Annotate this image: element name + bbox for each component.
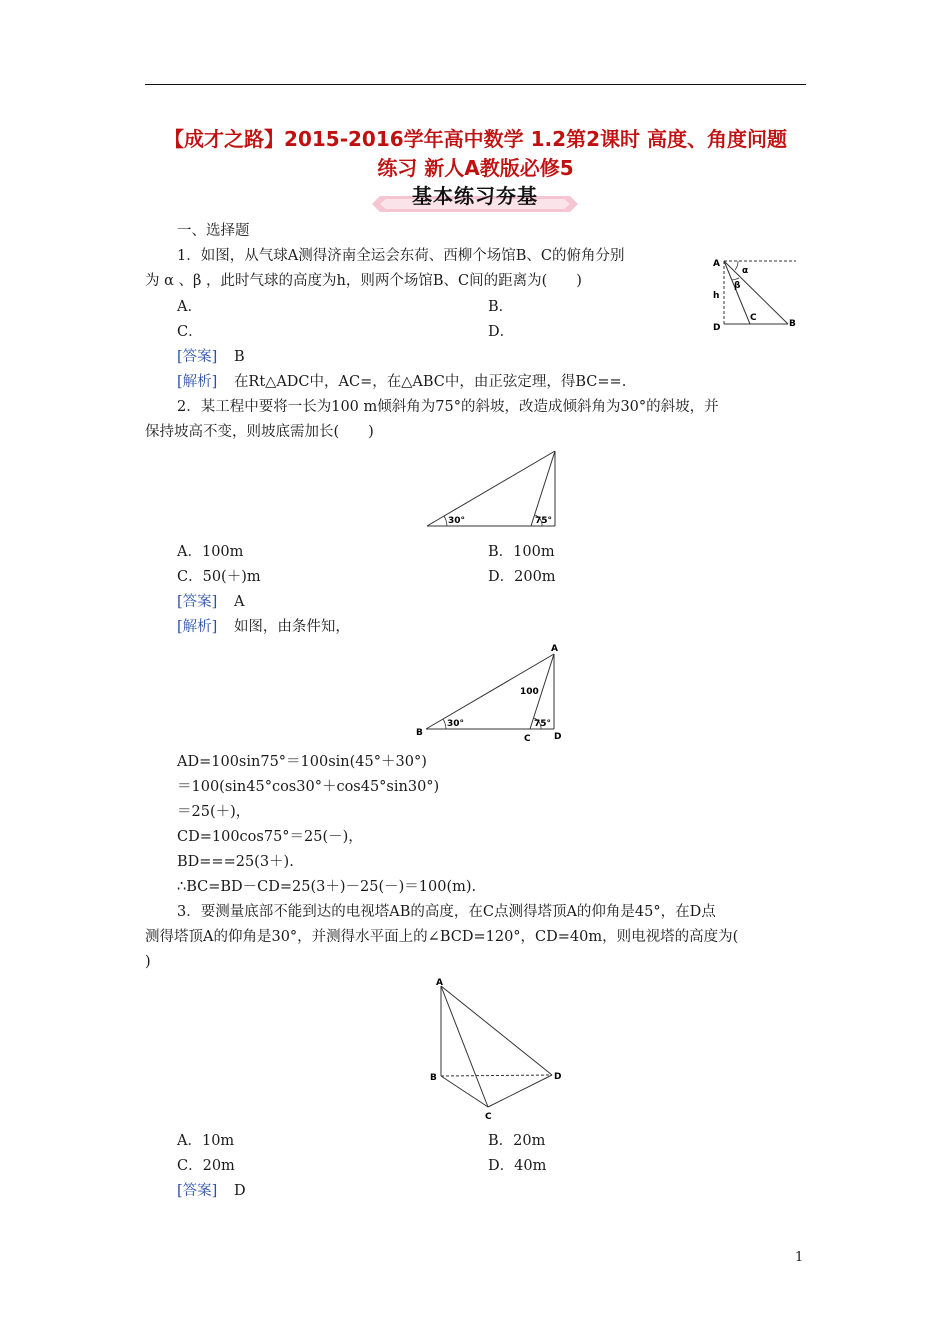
- header-rule: [145, 84, 806, 85]
- q2-fig1-angle-30: 30°: [448, 516, 466, 526]
- q2-option-b: B．100m: [488, 544, 555, 560]
- q1-answer: B: [233, 349, 245, 365]
- q2-fig2-label-d: D: [554, 732, 562, 742]
- q3-stem-line-3: ): [145, 954, 151, 970]
- q2-option-a: A．100m: [177, 544, 244, 560]
- q3-stem-line-1: 3．要测量底部不能到达的电视塔AB的高度，在C点测得塔顶A的仰角是45°，在D点: [177, 904, 716, 920]
- q1-option-c: C．: [177, 324, 203, 340]
- q2-solution-line-3: ＝25(＋)，: [177, 804, 251, 820]
- q2-figure-2: [412, 640, 572, 746]
- q1-fig-label-d: D: [713, 323, 721, 333]
- q3-answer-tag: [答案]: [177, 1183, 218, 1199]
- q2-solution-line-1: AD=100sin75°＝100sin(45°＋30°): [177, 754, 427, 770]
- q1-fig-label-c: C: [750, 313, 757, 323]
- q3-stem-line-2: 测得塔顶A的仰角是30°，并测得水平面上的∠BCD=120°，CD=40m，则电视塔的高度为(: [145, 929, 739, 945]
- q3-fig-label-d: D: [554, 1072, 562, 1082]
- q2-solution-line-5: BD===25(3＋).: [177, 854, 294, 870]
- q2-figure-1: [422, 447, 562, 531]
- banner-text: 基本练习夯基: [412, 184, 538, 208]
- q1-fig-label-a: A: [713, 259, 720, 269]
- q2-analysis: 如图，由条件知，: [233, 619, 350, 635]
- q3-fig-label-b: B: [430, 1073, 437, 1083]
- q3-option-b: B．20m: [488, 1133, 546, 1149]
- q2-analysis-row: [177, 618, 350, 636]
- section-heading: 一、选择题: [177, 223, 250, 239]
- q3-fig-label-a: A: [436, 978, 443, 988]
- q2-fig2-label-100: 100: [520, 687, 539, 697]
- q2-solution-line-2: ＝100(sin45°cos30°＋cos45°sin30°): [177, 779, 440, 795]
- q2-fig1-angle-75: 75°: [535, 516, 553, 526]
- q2-solution-line-4: CD=100cos75°＝25(－)，: [177, 829, 363, 845]
- q3-answer-row: [177, 1182, 246, 1200]
- q2-stem-line-1: 2．某工程中要将一长为100 m倾斜角为75°的斜坡，改造成倾斜角为30°的斜坡，并: [177, 399, 719, 415]
- q2-stem-line-2: 保持坡高不变，则坡底需加长( ): [145, 424, 374, 440]
- q1-fig-label-h: h: [713, 291, 720, 301]
- section-banner: [360, 180, 590, 216]
- q1-option-b: B．: [488, 299, 514, 315]
- q1-analysis-tag: [解析]: [177, 374, 218, 390]
- q1-answer-tag: [答案]: [177, 349, 218, 365]
- q3-option-c: C．20m: [177, 1158, 235, 1174]
- page-number: 1: [795, 1250, 804, 1265]
- q3-figure: [424, 976, 570, 1124]
- q2-analysis-tag: [解析]: [177, 619, 218, 635]
- q1-analysis-row: [177, 373, 626, 391]
- q2-fig2-label-b: B: [416, 728, 423, 738]
- q2-answer-tag: [答案]: [177, 594, 218, 610]
- q3-option-a: A．10m: [177, 1133, 235, 1149]
- q3-fig-label-c: C: [485, 1112, 492, 1122]
- q1-fig-label-alpha: α: [742, 266, 749, 276]
- q1-stem-line-1: 1．如图，从气球A测得济南全运会东荷、西柳个场馆B、C的俯角分别: [177, 248, 625, 264]
- q2-fig2-label-a: A: [551, 644, 558, 654]
- q1-option-a: A．: [177, 299, 202, 315]
- q1-fig-label-b: B: [789, 319, 796, 329]
- q1-figure: [708, 252, 808, 336]
- q2-option-c: C．50(＋)m: [177, 569, 261, 585]
- q3-answer: D: [233, 1183, 246, 1199]
- q1-option-d: D．: [488, 324, 515, 340]
- q2-solution-line-6: ∴BC=BD－CD=25(3＋)－25(－)＝100(m).: [177, 879, 477, 895]
- q2-option-d: D．200m: [488, 569, 556, 585]
- q1-analysis: 在Rt△ADC中，AC=，在△ABC中，由正弦定理，得BC==.: [233, 374, 627, 390]
- title-line-1: 【成才之路】2015-2016学年高中数学 1.2第2课时 高度、角度问题: [164, 127, 787, 151]
- q1-fig-label-beta: β: [734, 281, 741, 291]
- title-line-2: 练习 新人A教版必修5: [377, 156, 574, 180]
- q3-option-d: D．40m: [488, 1158, 547, 1174]
- q2-fig2-angle-30: 30°: [447, 719, 465, 729]
- q1-stem-line-2: 为 α 、β ，此时气球的高度为h，则两个场馆B、C间的距离为( ): [145, 273, 582, 289]
- q2-answer: A: [233, 594, 245, 610]
- q1-answer-row: [177, 348, 245, 366]
- q2-fig2-label-c: C: [524, 734, 531, 744]
- q2-answer-row: [177, 593, 244, 611]
- q2-fig2-angle-75: 75°: [534, 719, 552, 729]
